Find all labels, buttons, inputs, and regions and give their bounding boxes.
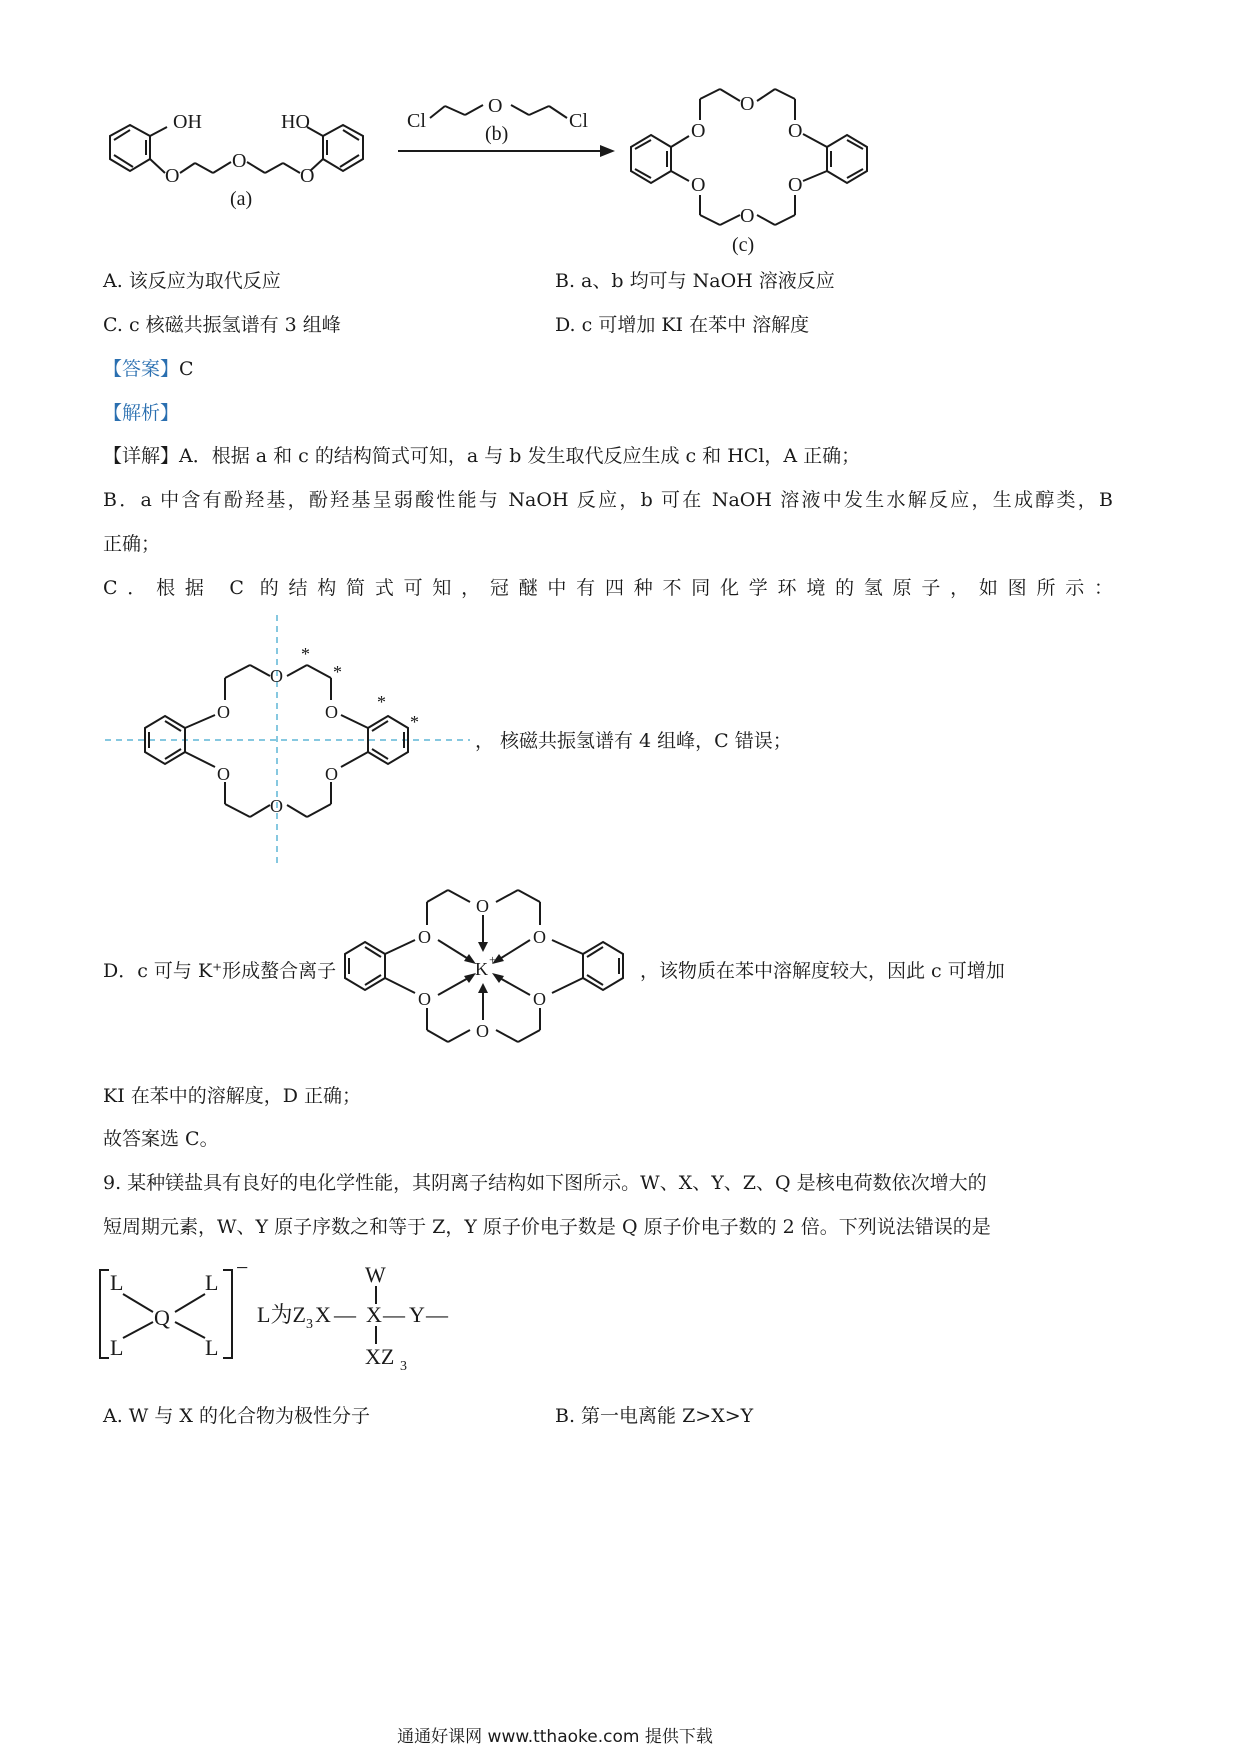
b-label: (b) bbox=[485, 123, 509, 145]
b-o: O bbox=[488, 95, 503, 117]
anion-sub3b: 3 bbox=[400, 1359, 407, 1374]
anion-l2: L bbox=[205, 1270, 219, 1295]
c-o6: O bbox=[788, 174, 803, 196]
b-cl2: Cl bbox=[569, 110, 588, 132]
q9-option-a: A. W 与 X 的化合物为极性分子 bbox=[103, 1405, 370, 1427]
c-o4: O bbox=[691, 174, 706, 196]
kf-o6: O bbox=[533, 989, 546, 1009]
kf-k: K bbox=[475, 959, 488, 979]
detail-c-sep: ， bbox=[475, 730, 495, 752]
sym-star1: * bbox=[301, 644, 310, 664]
c-o3: O bbox=[788, 120, 803, 142]
detail-c: C．根据 C 的结构简式可知，冠醚中有四种不同化学环境的氢原子，如图所示： bbox=[103, 577, 1113, 599]
answer-line bbox=[103, 358, 194, 381]
anion-y: Y bbox=[409, 1302, 425, 1327]
anion-w: W bbox=[365, 1262, 386, 1287]
detail-c-tail: 核磁共振氢谱有 4 组峰，C 错误； bbox=[500, 730, 792, 752]
a-oh-text: OH bbox=[173, 111, 202, 133]
page-footer: 通通好课网 www.tthaoke.com 提供下载 bbox=[397, 1727, 713, 1747]
kf-plus: + bbox=[489, 952, 497, 967]
anion-bond3: — bbox=[426, 1302, 448, 1327]
b-cl1: Cl bbox=[407, 110, 426, 132]
detail-b-line2: 正确； bbox=[103, 533, 161, 555]
q9-line2: 短周期元素，W、Y 原子序数之和等于 Z，Y 原子价电子数是 Q 原子价电子数的 2 倍。下列说法错误的是 bbox=[103, 1216, 991, 1238]
detail-d-line2: KI 在苯中的溶解度，D 正确； bbox=[103, 1085, 362, 1107]
detail-a: 【详解】A．根据 a 和 c 的结构简式可知，a 与 b 发生取代反应生成 c 和 HCl，A 正确； bbox=[103, 445, 861, 467]
anion-x2: X bbox=[366, 1302, 382, 1327]
anion-bond2: — bbox=[383, 1302, 405, 1327]
kf-o1: O bbox=[418, 927, 431, 947]
sym-o4: O bbox=[217, 764, 230, 784]
sym-o2: O bbox=[270, 666, 283, 686]
anion-l4: L bbox=[205, 1335, 219, 1360]
a-o1: O bbox=[165, 165, 180, 187]
analysis-label: 【解析】 bbox=[103, 402, 180, 424]
kf-o5: O bbox=[476, 1021, 489, 1041]
sym-o5: O bbox=[270, 796, 283, 816]
c-o5: O bbox=[740, 205, 755, 227]
symmetry-figure bbox=[105, 610, 475, 870]
detail-d-head: D．c 可与 K⁺形成螯合离子 bbox=[103, 960, 337, 982]
q8-option-d: D. c 可增加 KI 在苯中 溶解度 bbox=[555, 314, 810, 336]
anion-x1: X bbox=[315, 1302, 331, 1327]
a-label: (a) bbox=[230, 188, 253, 210]
anion-q: Q bbox=[154, 1305, 170, 1330]
detail-d-tail: ，该物质在苯中溶解度较大，因此 c 可增加 bbox=[640, 960, 1005, 982]
detail-b-line1: B．a 中含有酚羟基，酚羟基呈弱酸性能与 NaOH 反应，b 可在 NaOH 溶液中发生水解反应，生成醇类，B bbox=[103, 489, 1113, 511]
sym-star4: * bbox=[410, 712, 419, 732]
anion-sub3a: 3 bbox=[306, 1317, 313, 1332]
a-ho-text: HO bbox=[281, 111, 310, 133]
a-o2: O bbox=[232, 150, 247, 172]
anion-l3: L bbox=[110, 1335, 124, 1360]
sym-o3: O bbox=[325, 702, 338, 722]
sym-o1: O bbox=[217, 702, 230, 722]
anion-l-is: L为Z bbox=[257, 1302, 306, 1327]
c-o1: O bbox=[691, 120, 706, 142]
conclusion: 故答案选 C。 bbox=[103, 1128, 219, 1150]
answer-label: 【答案】 bbox=[103, 358, 180, 380]
q9-option-b: B. 第一电离能 Z>X>Y bbox=[555, 1405, 754, 1427]
sym-star3: * bbox=[377, 692, 386, 712]
kf-o4: O bbox=[418, 989, 431, 1009]
q8-option-a: A. 该反应为取代反应 bbox=[103, 270, 281, 292]
k-chelate-figure bbox=[330, 880, 640, 1060]
sym-o6: O bbox=[325, 764, 338, 784]
anion-structure bbox=[95, 1260, 475, 1375]
c-label: (c) bbox=[732, 234, 755, 256]
q9-line1: 9. 某种镁盐具有良好的电化学性能，其阴离子结构如下图所示。W、X、Y、Z、Q 是核电荷数依次增大的 bbox=[103, 1172, 987, 1194]
kf-o3: O bbox=[533, 927, 546, 947]
kf-o2: O bbox=[476, 896, 489, 916]
q8-option-b: B. a、b 均可与 NaOH 溶液反应 bbox=[555, 270, 835, 292]
anion-xz: XZ bbox=[365, 1344, 395, 1369]
anion-l1: L bbox=[110, 1270, 124, 1295]
a-o3: O bbox=[300, 165, 315, 187]
answer-value: C bbox=[179, 358, 194, 380]
sym-star2: * bbox=[333, 662, 342, 682]
anion-bond1: — bbox=[334, 1302, 356, 1327]
q8-option-c: C. c 核磁共振氢谱有 3 组峰 bbox=[103, 314, 341, 336]
anion-minus: − bbox=[236, 1260, 249, 1280]
reaction-scheme bbox=[95, 85, 895, 265]
c-o2: O bbox=[740, 93, 755, 115]
